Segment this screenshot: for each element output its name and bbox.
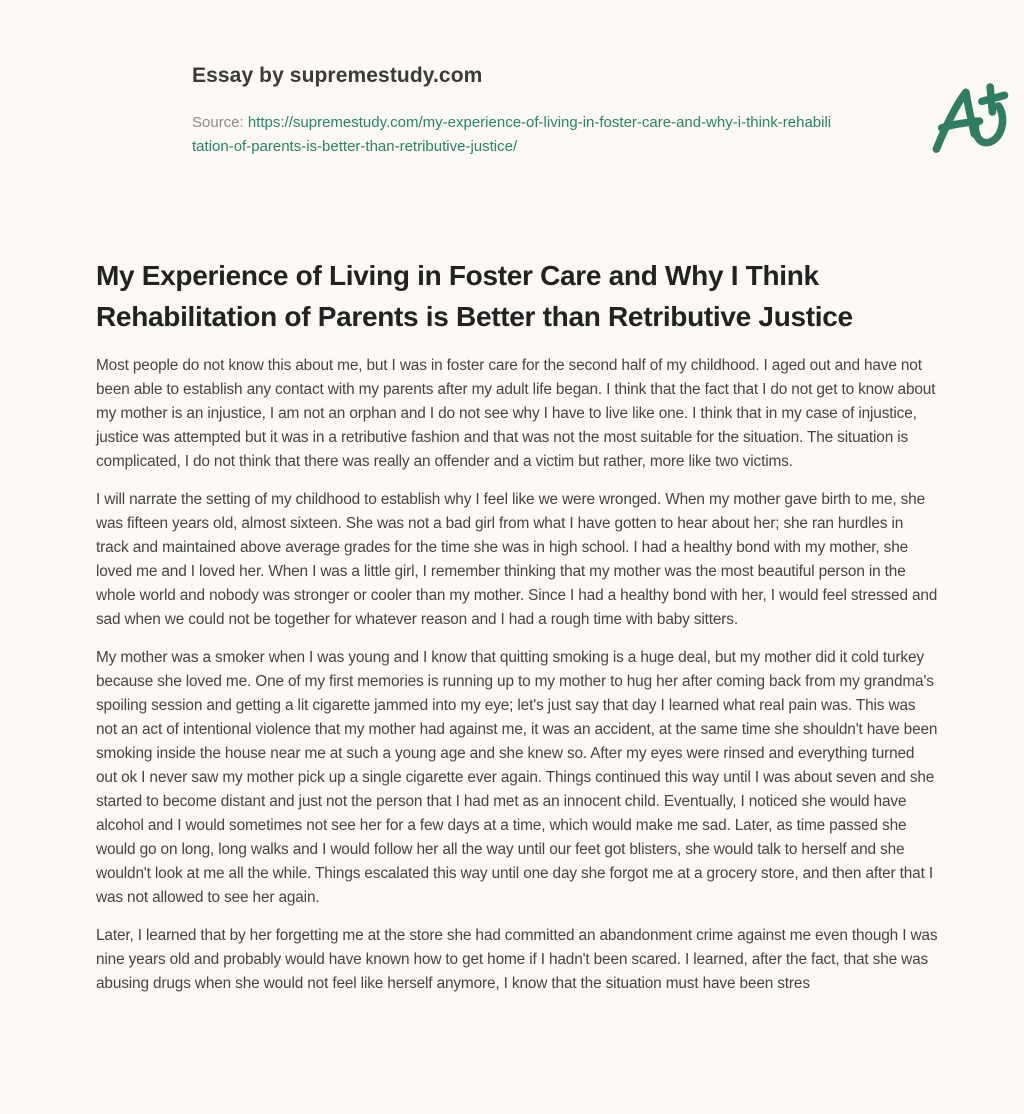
site-brand: Essay by supremestudy.com: [192, 64, 483, 87]
essay-paragraph: Most people do not know this about me, but I was in foster care for the second half of my childhood. I aged out and have not been able to establish any contact with my parents after my adult life began. I think that the fact that I do not get to know about my mother is an injustice, I am not an orphan and I do not see why I have to live like one. I think that in my case of injustice, justice was attempted but it was in a retributive fashion and that was not the most suitable for the situation. The situation is complicated, I do not think that there was really an offender and a victim but rather, more like two victims.: [96, 357, 936, 470]
essay-title: My Experience of Living in Foster Care and Why I Think Rehabilitation of Parents is Better than Retributive Justice: [96, 260, 853, 332]
source-line: [192, 111, 832, 159]
a-plus-grade-icon: [914, 62, 1024, 168]
essay-paragraph: My mother was a smoker when I was young and I know that quitting smoking is a huge deal, but my mother did it cold turkey because she loved me. One of my first memories is running up to my mother to hug her after coming back from my grandma's spoiling session and getting a lit cigarette jammed into my eye; let's just say that day I learned what real pain was. This was not an act of intentional violence that my mother had against me, it was an accident, at the same time she shouldn't have been smoking inside the house near me at such a young age and she knew so. After my eyes were rinsed and everything turned out ok I never saw my mother pick up a single cigarette ever again. Things continued this way until I was about seven and she started to become distant and just not the person that I had met as an innocent child. Eventually, I noticed she would have alcohol and I would sometimes not see her for a few days at a time, which would make me sad. Later, as time passed she would go on long, long walks and I would follow her all the way until our feet got blisters, she would talk to herself and she wouldn't look at me all the while. Things escalated this way until one day she forgot me at a grocery store, and then after that I was not allowed to see her again.: [96, 649, 938, 906]
essay-paragraph: I will narrate the setting of my childhood to establish why I feel like we were wronged. When my mother gave birth to me, she was fifteen years old, almost sixteen. She was not a bad girl from what I have gotten to hear about her; she ran hurdles in track and maintained above average grades for the time she was in high school. I had a healthy bond with my mother, she loved me and I loved her. When I was a little girl, I remember thinking that my mother was the most beautiful person in the whole world and nobody was stronger or cooler than my mother. Since I had a healthy bond with her, I would feel stressed and sad when we could not be together for whatever reason and I had a rough time with baby sitters.: [96, 491, 938, 628]
source-label: Source:: [192, 114, 248, 131]
essay-paragraph: Later, I learned that by her forgetting me at the store she had committed an abandonment crime against me even though I was nine years old and probably would have known how to get home if I hadn't been scared. I learned, after the fact, that she was abusing drugs when she would not feel like herself anymore, I know that the situation must have been stres: [96, 927, 938, 992]
essay-body: [96, 354, 938, 1010]
source-link[interactable]: https://supremestudy.com/my-experience-of-living-in-foster-care-and-why-i-think-rehabilitation-of-parents-is-better-than-retributive-justice/: [192, 114, 832, 155]
page-header: [96, 0, 928, 220]
